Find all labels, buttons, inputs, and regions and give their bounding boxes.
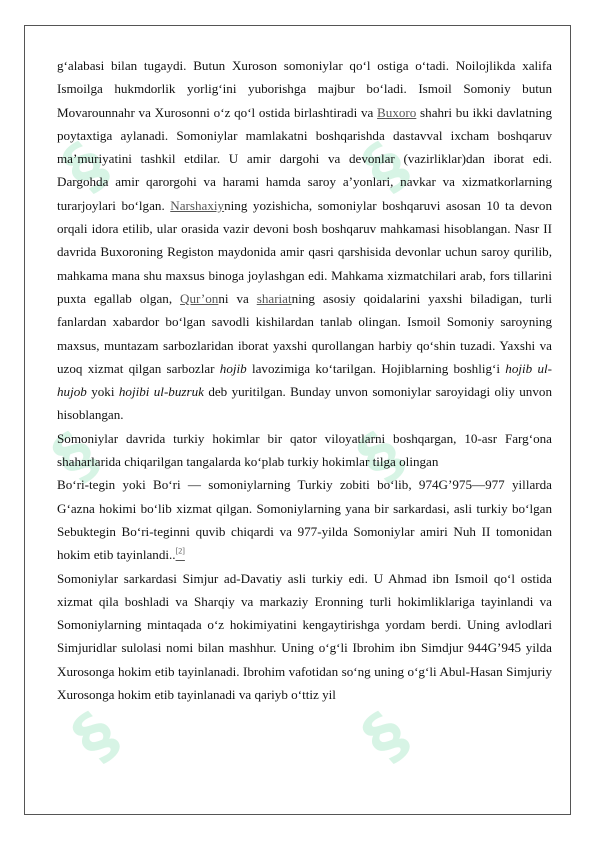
watermark-logo: §	[59, 698, 133, 776]
text-run: ning yozishicha, somoniylar boshqaruvi asosan 10 ta devon orqali idora etilib, ular orasida vazir devoni bosh boshqaruv mahkamasi hisoblangan. Nasr II davrida Buxoroning Registon maydonida amir qasri qarshisida devonlar uchun saroy qurilib, mahkama mana shu maxsus binoga joylashgan edi. Mahkama xizmatchilari arab, fors tillarini puxta egallab olgan,	[57, 197, 553, 306]
link-buxoro[interactable]: Buxoro	[377, 104, 417, 120]
watermark-logo: §	[349, 698, 423, 776]
link-quron[interactable]: Qur’on	[180, 290, 219, 306]
italic-term: hojibi ul-buzruk	[118, 384, 204, 400]
watermark-logo: §	[49, 128, 123, 206]
text-run: yoki	[86, 384, 119, 400]
watermark-logo: §	[39, 418, 113, 496]
text-run: lavozimiga ko‘tarilgan. Hojiblarning boshlig‘i	[246, 360, 506, 376]
link-shariat[interactable]: shariat	[256, 290, 292, 306]
text-run: Bo‘ri-tegin yoki Bo‘ri — somoniylarning Turkiy zobiti bo‘lib, 974G’975—977 yillarda G‘azna hokimi bo‘lib xizmat qilgan. Somoniylarning yana bir sarkardasi, asli turkiy bo‘lgan Sebuktegin Bo‘ri-teginni quvib chiqardi va 977-yilda Somoniylar amiri Nuh II tomonidan hokim etib tayinlandi..	[57, 477, 552, 563]
watermark-logo: §	[349, 128, 423, 206]
text-run: ning asosiy qoidalarini yaxshi biladigan, turli fanlardan xabardor bo‘lgan savodli kishilardan tanlab olingan. Ismoil Somoniy saroyning maxsus, muntazam sarbozlaridan iborat yaxshi qurollangan harbiy qo‘shin tuzadi. Yaxshi va uzoq xizmat qilgan sarbozlar	[57, 290, 552, 376]
italic-term: hojib ul-hujob	[57, 360, 553, 400]
paragraph-2: Somoniylar davrida turkiy hokimlar bir qator viloyatlarni boshqargan, 10-asr Farg‘ona shaharlarida chiqarilgan tangalarda ko‘plab turkiy hokimlar tilga olingan	[57, 430, 552, 470]
reference-link[interactable]	[176, 547, 185, 562]
text-run: g‘alabasi bilan tugaydi. Butun Xuroson somoniylar qo‘l ostiga o‘tadi. Noilojlikda xalifa Ismoilga hukmdorlik yorlig‘ini yuborishga majbur bo‘ladi. Ismoil Somoniy butun Movarounnahr va Xurosonni o‘z qo‘l ostida birlashtiradi va	[57, 58, 552, 120]
text-run: deb yuritilgan. Bunday unvon somoniylar saroyidagi oliy unvon hisoblangan.	[57, 384, 552, 423]
text-run: shahri bu ikki davlatning poytaxtiga aylanadi. Somoniylar mamlakatni boshqarishda dastavval ixcham boshqaruv ma’muriyatini tashkil etdilar. U amir dargohi va devonlar (vazirliklar)dan iborat edi. Dargohda amir qarorgohi va harami hamda saroy a’yonlari, navkar va xizmatkorlarning turarjoylari bo‘lgan.	[57, 104, 552, 213]
reference-number: [2]	[175, 546, 185, 556]
text-run: ni va	[218, 290, 257, 306]
link-narshaxiy[interactable]: Narshaxiy	[170, 197, 225, 213]
paragraph-3	[57, 473, 552, 566]
document-body	[57, 54, 552, 706]
watermark-logo: §	[344, 418, 418, 496]
paragraph-1	[57, 54, 552, 427]
paragraph-4: Somoniylar sarkardasi Simjur ad-Davatiy asli turkiy edi. U Ahmad ibn Ismoil qo‘l ostida xizmat qila boshladi va Sharqiy va markaziy Eronning turli hokimliklariga tayinlandi va Somoniylarning mintaqada o‘z hokimiyatini kengaytirishga yordam berdi. Uning avlodlari Simjuridlar sulolasi nomi bilan mashhur. Uning o‘g‘li Ibrohim ibn Simdjur 944G’945 yilda Xurosonga hokim etib tayinlanadi. Ibrohim vafotidan so‘ng uning o‘g‘li Abul-Hasan Simjuriy Xurosonga hokim etib tayinlanadi va qariyb o‘ttiz yil	[57, 570, 552, 703]
italic-term: hojib	[219, 360, 247, 376]
